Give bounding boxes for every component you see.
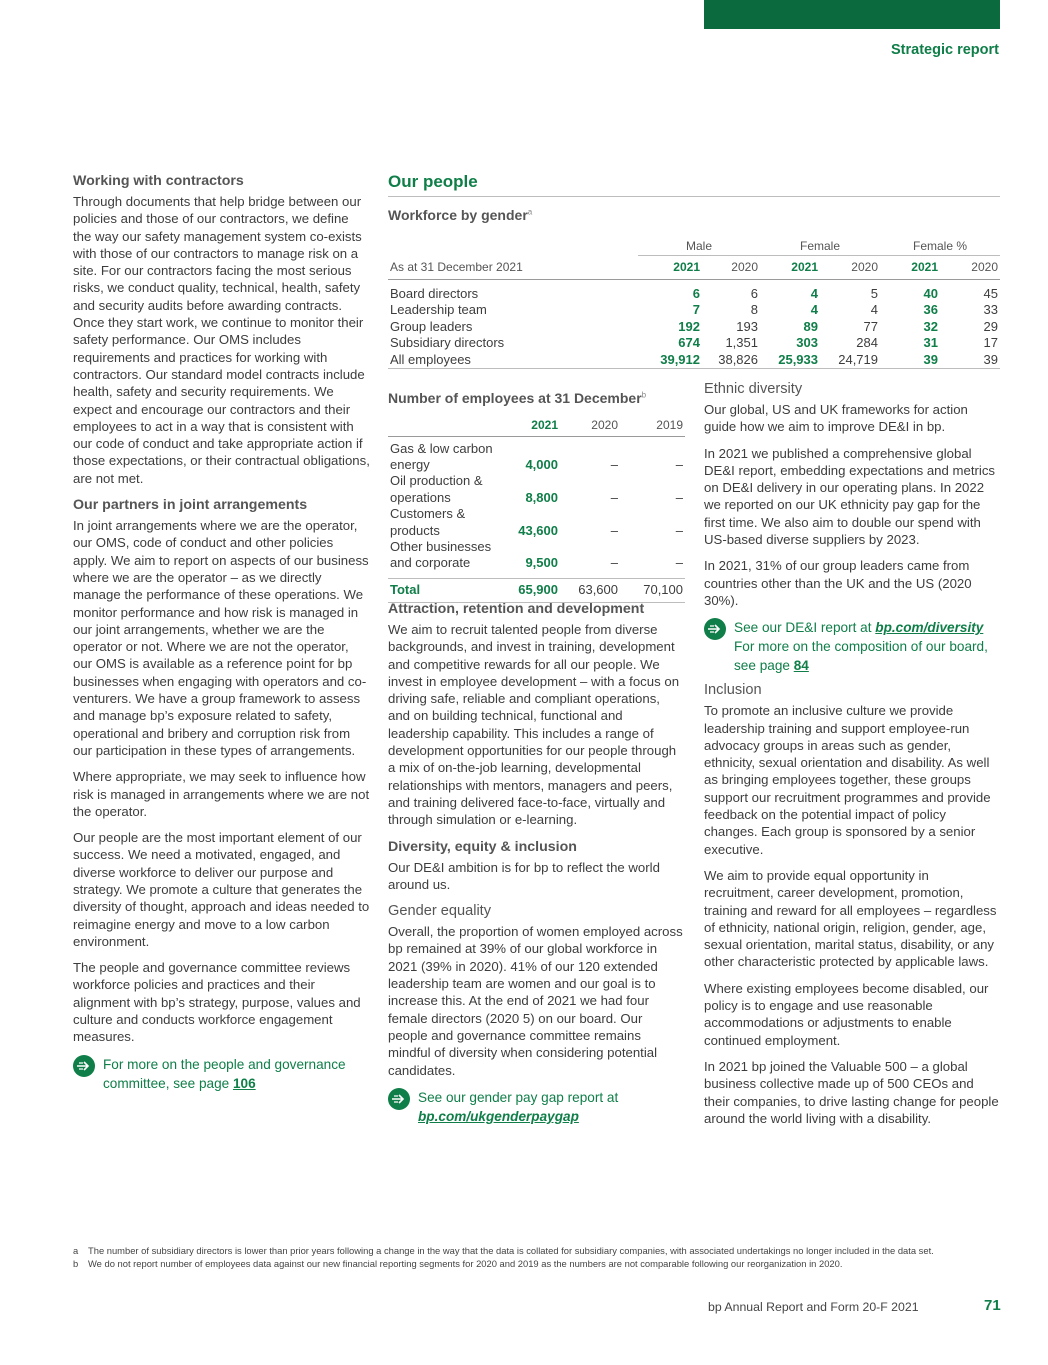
gender-pay-link-block[interactable] — [388, 1088, 685, 1126]
year-header: 2021 — [880, 255, 940, 279]
board-link-text: For more on the composition of our board, see page — [734, 639, 988, 674]
para-contractors: Through documents that help bridge between our policies and those of our contractors, we define the way our safety management system co-exists with those of our contractors to manage risk on a site. For our contractors facing the most serious risks, we conduct quality, technical, health, safety and security audits before awarding contracts. Once they start work, we continue to monitor their safety performance. Our OMS includes requirements and practices for working with contractors. Our standard model contracts include health, safety and security requirements. We expect and encourage our contractors and their employees to act in a way that is consistent with our code of conduct and take appropriate action if those expectations, or their contractual obligations, are not met. — [73, 194, 370, 486]
group-male: Male — [638, 235, 760, 255]
para-inclusion-4: In 2021 bp joined the Valuable 500 – a global business collective made up of 500 CEOs and their companies, to drive lasting change for people around the world living with a disability. — [704, 1058, 999, 1126]
employees-section — [388, 380, 685, 603]
heading-gender-equality: Gender equality — [388, 903, 492, 920]
heading-diversity: Diversity, equity & inclusion — [388, 838, 577, 855]
table-row: Leadership team 7 8 4 4 36 33 — [390, 302, 998, 317]
year-header: 2020 — [702, 255, 760, 279]
as-at-label: As at 31 December 2021 — [388, 255, 638, 279]
table-row: All employees 39,912 38,826 25,933 24,719 39 39 — [390, 351, 998, 367]
gender-pay-link[interactable]: bp.com/ukgenderpaygap — [418, 1108, 579, 1124]
para-ethnic-1: Our global, US and UK frameworks for action guide how we aim to improve DE&I in bp. — [704, 402, 968, 435]
group-female: Female — [760, 235, 880, 255]
left-column — [73, 172, 370, 1093]
footer-title: bp Annual Report and Form 20-F 2021 — [708, 1300, 919, 1314]
arrow-link-icon — [73, 1055, 95, 1077]
workforce-footnote-ref: a — [527, 207, 533, 217]
middle-column-text — [388, 600, 685, 1126]
diversity-link[interactable]: bp.com/diversity — [875, 620, 984, 636]
header-color-bar — [704, 0, 1000, 29]
year-header: 2020 — [940, 255, 1000, 279]
committee-link-block[interactable] — [73, 1055, 370, 1093]
heading-inclusion: Inclusion — [704, 682, 762, 699]
group-female-pct: Female % — [880, 235, 1000, 255]
section-label: Strategic report — [891, 42, 999, 58]
right-column — [704, 380, 1000, 1136]
para-diversity: Our DE&I ambition is for bp to reflect the world around us. — [388, 859, 660, 892]
table-row: Customers & products 43,600 – – — [390, 506, 683, 538]
para-gender: Overall, the proportion of women employed across bp remained at 39% of our global workforce in 2021 (39% in 2020). 41% of our 120 extended leadership team are women and our goal is to increase this. At the end of 2021 we had four female directors (2020 5) on our board. Our people and governance committee remains mindful of diversity when considering potential candidates. — [388, 924, 683, 1078]
diversity-link-text: See our DE&I report at — [734, 620, 876, 636]
workforce-by-gender-table — [388, 235, 1000, 369]
workforce-title: Workforce by gender$^a$ — [388, 207, 533, 223]
year-header: 2021 — [508, 414, 560, 436]
total-row: Total 65,900 63,600 70,100 — [388, 578, 685, 602]
employees-title: Number of employees at 31 December$^b$ — [388, 390, 647, 406]
table-row: Other businesses and corporate 9,500 – – — [390, 538, 683, 571]
para-people: Our people are the most important element of our success. We need a motivated, engaged, and diverse workforce to deliver our purpose and strategy. We promote a culture that generates the diversity of thought, approach and ideas needed to reimagine energy and move to a low carbon environment. — [73, 830, 370, 949]
gender-pay-link-text: See our gender pay gap report at — [418, 1089, 619, 1105]
para-ethnic-2: In 2021 we published a comprehensive global DE&I report, embedding expectations and metrics on DE&I delivery in our operating plans. In 2022 we reported on our UK ethnicity pay gap for the first time. We also aim to double our spend with US-based diverse suppliers by 2023. — [704, 445, 996, 548]
heading-contractors: Working with contractors — [73, 173, 244, 189]
heading-partners: Our partners in joint arrangements — [73, 497, 308, 514]
footnote-a: a The number of subsidiary directors is lower than prior years following a change in the way that the data is collated for subsidiary companies, with associated undertakings no longer included in the data set. — [73, 1245, 934, 1256]
heading-ethnic: Ethnic diversity — [704, 381, 803, 397]
para-partners-2: Where appropriate, we may seek to influence how risk is managed in arrangements where we are not the operator. — [73, 769, 370, 819]
year-header: 2020 — [820, 255, 880, 279]
table-row: Board directors 6 6 4 5 40 45 — [390, 285, 998, 301]
committee-link-text: For more on the people and governance committee, see page — [103, 1056, 346, 1091]
para-inclusion-3: Where existing employees become disabled, our policy is to engage and use reasonable accommodations or adjustments to enable continued employment. — [704, 980, 989, 1048]
our-people-title: Our people — [388, 172, 1000, 197]
table-row: Oil production & operations 8,800 – – — [390, 473, 683, 505]
year-header: 2019 — [620, 414, 685, 436]
committee-page-link[interactable]: 106 — [232, 1075, 256, 1091]
board-page-link[interactable]: 84 — [793, 658, 809, 674]
para-inclusion-1: To promote an inclusive culture we provide leadership training and support employee-run advocacy groups in areas such as gender, ethnicity, sexual orientation and disability. As well as bringing employees together, these groups support our recruitment programmes and provide feedback on the potential impact of policy changes. Each group is sponsored by a senior executive. — [704, 703, 991, 857]
para-attraction: We aim to recruit talented people from diverse backgrounds, and invest in training, development and competitive rewards for all our people. We invest in employee development – with a focus on driving safe, reliable and compliant operations, and on building technical, functional and leadership capability. This includes a range of development opportunities for our people through a mix of on-the-job learning, developmental relationships with mentors, managers and peers, and training delivered face-to-face, virtually and through simulation or e-learning. — [388, 622, 680, 828]
para-ethnic-3: In 2021, 31% of our group leaders came from countries other than the UK and the US (2020 30%). — [704, 558, 972, 608]
footnotes — [73, 1244, 953, 1270]
arrow-link-icon — [704, 618, 726, 640]
employees-footnote-ref: b — [641, 390, 647, 400]
diversity-link-block[interactable] — [704, 618, 1000, 675]
table-row: Gas & low carbon energy 4,000 – – — [390, 440, 683, 472]
employees-table — [388, 414, 685, 603]
our-people-section — [388, 172, 1000, 369]
para-partners-1: In joint arrangements where we are the operator, our OMS, code of conduct and other policies apply. We aim to report on aspects of our business where we are the operator – as we directly manage the performance of these operations. We monitor performance and how risk is managed in our joint arrangements, whether we are the operator or not. Where we are not the operator, our OMS is available as a reference point for bp businesses when engaging with operators and co-venturers. We have a group framework to assess and manage bp’s exposure related to safety, operational and bribery and corruption risk from our participation in these types of arrangements. — [73, 518, 369, 758]
year-header: 2021 — [760, 255, 820, 279]
arrow-link-icon — [388, 1088, 410, 1110]
table-row: Group leaders 192 193 89 77 32 29 — [390, 318, 998, 334]
year-header: 2021 — [638, 255, 702, 279]
para-committee: The people and governance committee reviews workforce policies and practices and their alignment with bp’s strategy, purpose, values and culture and conducts workforce engagement measures. — [73, 960, 361, 1045]
heading-attraction: Attraction, retention and development — [388, 601, 645, 617]
para-inclusion-2: We aim to provide equal opportunity in recruitment, career development, promotion, training and reward for all employees – regardless of ethnicity, national origin, religion, gender, age, sexual orientation, marital status, disability, or any other characteristic protected by applicable laws. — [704, 867, 997, 970]
year-header: 2020 — [560, 414, 620, 436]
table-row: Subsidiary directors 674 1,351 303 284 31 17 — [390, 335, 998, 350]
page-number: 71 — [984, 1297, 1001, 1314]
footnote-b: b We do not report number of employees data against our new financial reporting segments for 2020 and 2019 as the numbers are not comparable following our reorganization in 2020. — [73, 1258, 843, 1269]
